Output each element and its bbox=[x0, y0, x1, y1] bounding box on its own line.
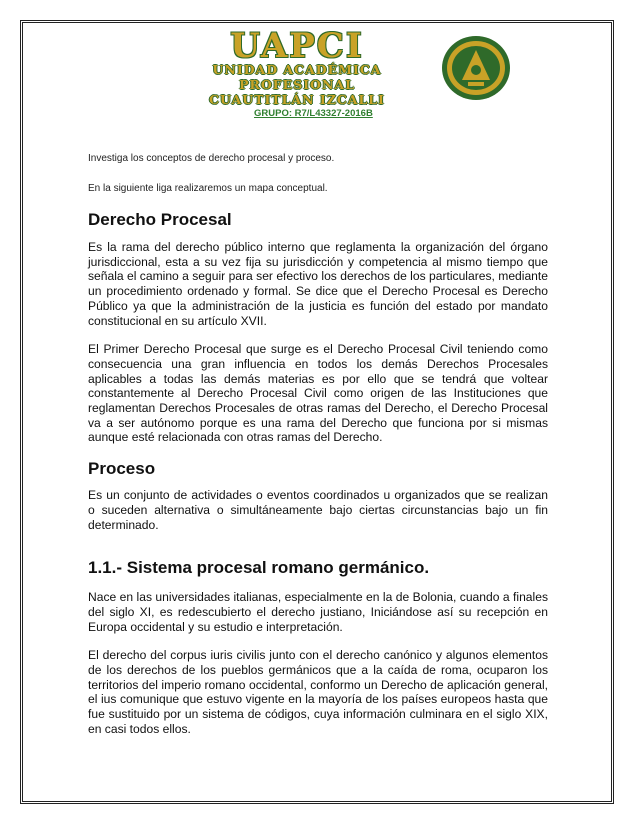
paragraph-proceso: Es un conjunto de actividades o eventos coordinados u organizados que se realizan o suceden alternativa o simultáneamente bajo ciertas circunstancias bajo un fin determinado. bbox=[88, 488, 548, 532]
paragraph-sistema-1: Nace en las universidades italianas, especialmente en la de Bolonia, cuando a finales del siglo XI, es redescubierto el derecho justiano, Iniciándose así su recepción en Europa occidental y su estudio e interpretación. bbox=[88, 590, 548, 634]
logo-line-1: UNIDAD ACADÉMICA bbox=[212, 62, 382, 77]
intro-line-1: Investiga los conceptos de derecho procesal y proceso. bbox=[88, 153, 335, 164]
school-seal-icon bbox=[440, 34, 512, 102]
document-body bbox=[88, 140, 548, 737]
intro-line-2: En la siguiente liga realizaremos un mapa conceptual. bbox=[88, 183, 328, 194]
paragraph-sistema-2: El derecho del corpus iuris civilis junto con el derecho canónico y algunos elementos de los derechos de los pueblos germánicos que a la caída de roma, ocuparon los territorios del imperio romano occidental, conformo un Derecho de aplicación general, el ius comunique que estuvo vigente en la mayoría de los países europeos hasta que fue sustituido por un sistema de códigos, cuya información culminara en el siglo XIX, en casi todos ellos. bbox=[88, 648, 548, 736]
grupo-label: GRUPO: R7/L43327-2016B bbox=[254, 108, 373, 119]
heading-derecho-procesal: Derecho Procesal bbox=[88, 210, 232, 229]
logo-line-2: PROFESIONAL bbox=[239, 77, 355, 92]
heading-proceso: Proceso bbox=[88, 459, 156, 479]
heading-sistema-procesal: 1.1.- Sistema procesal romano germánico. bbox=[88, 558, 430, 578]
paragraph-derecho-procesal-1: Es la rama del derecho público interno que reglamenta la organización del órgano jurisdiccional, esta a su vez fija su jurisdicción y competencia al mismo tiempo que señala el camino a seguir para ser efectivo los derechos de los particulares, mediante un procedimiento ordenado y formal. Se dice que el Derecho Procesal es Derecho Público ya que la administración de la justicia es función del estado por mandato constitucional en su artículo XVII. bbox=[88, 240, 548, 328]
logo-line-3: CUAUTITLÁN IZCALLI bbox=[209, 92, 385, 107]
logo-word: UAPCI bbox=[230, 26, 364, 66]
uapci-logo bbox=[178, 26, 416, 107]
paragraph-derecho-procesal-2: El Primer Derecho Procesal que surge es el Derecho Procesal Civil teniendo como consecuencia una gran influencia en todos los demás Derechos Procesales aplicables a todas las demás materias es por ello que se tendrá que voltear constantemente al Derecho Procesal Civil como origen de las Instituciones que reglamentan Derechos Procesales de otras ramas del Derecho, el Derecho Procesal va a ser autónomo porque es una rama del Derecho que funciona por si mismas aunque esté relacionada con otras ramas del Derecho. bbox=[88, 342, 548, 445]
